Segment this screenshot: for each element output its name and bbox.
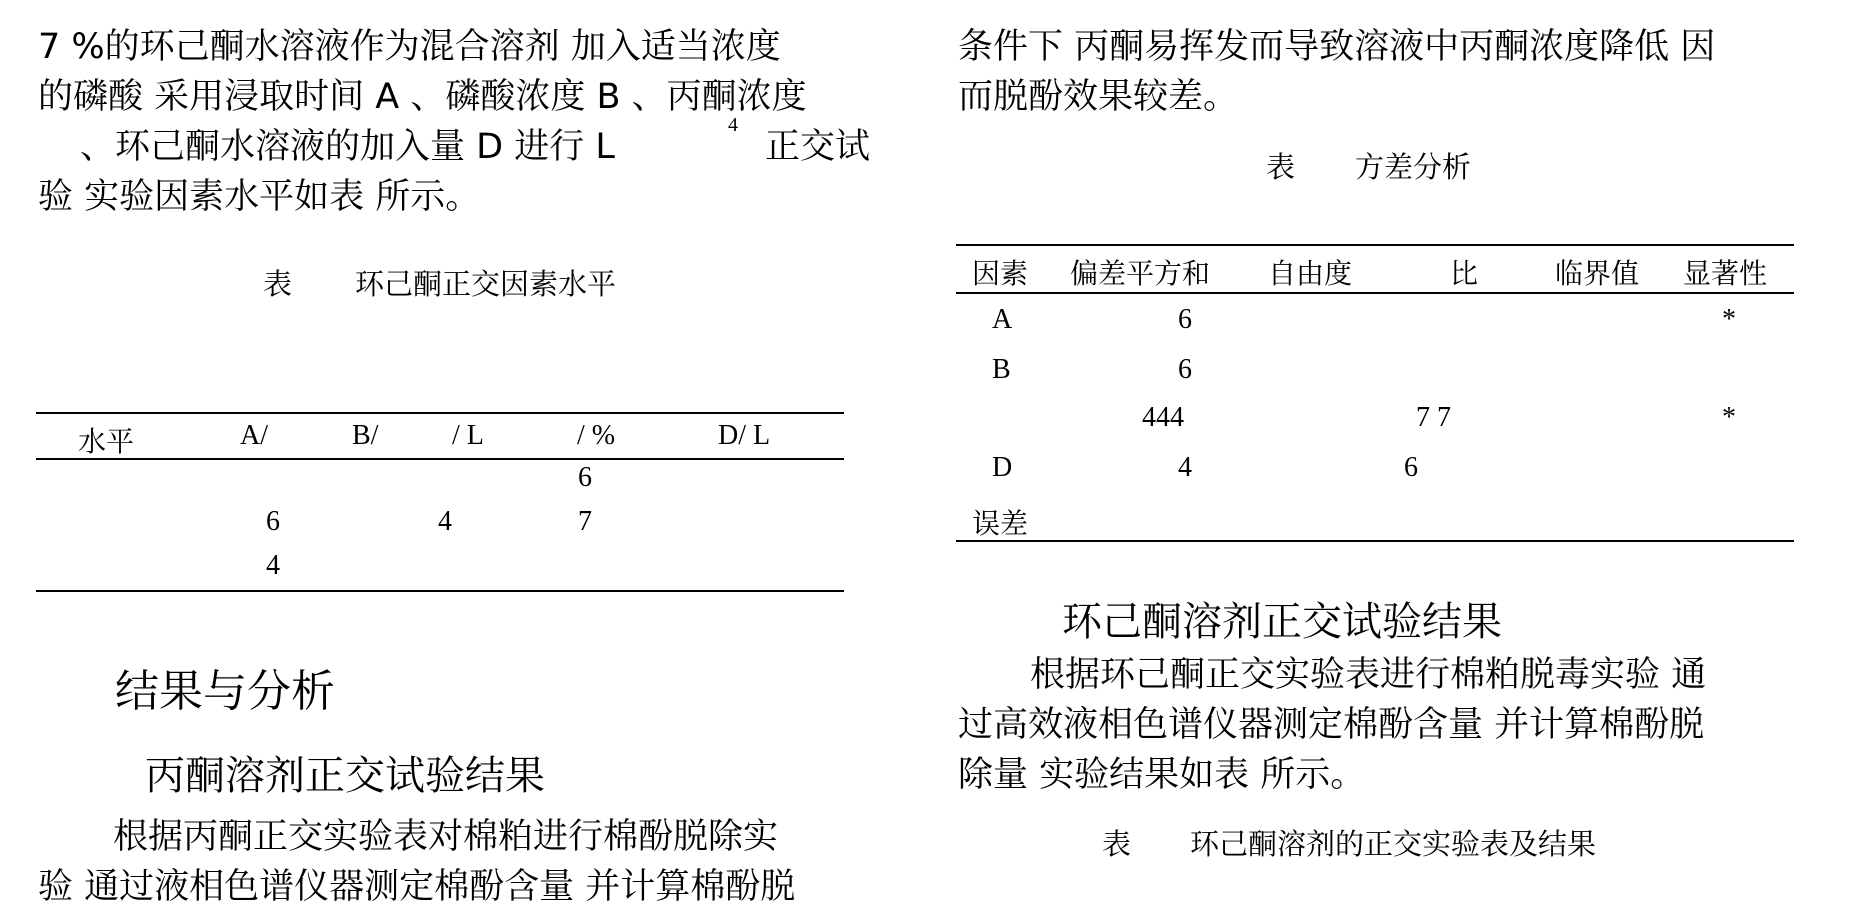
table1-header-0: 水平	[78, 425, 135, 458]
table2-bottom-rule	[956, 540, 1794, 542]
table1-cell: 4	[438, 506, 452, 537]
left-para1-line1: 7 %的环己酮水溶液作为混合溶剂 加入适当浓度	[38, 27, 781, 67]
subsection-title-cyclohexanone: 环己酮溶剂正交试验结果	[1062, 599, 1502, 645]
section-title: 结果与分析	[115, 666, 335, 717]
table2-cell-ss: 444	[1142, 402, 1184, 433]
right-para1-line1: 条件下 丙酮易挥发而导致溶液中丙酮浓度降低 因	[958, 27, 1716, 67]
table2-caption-title: 方差分析	[1355, 150, 1472, 184]
table2-cell-ratio: 7 7	[1416, 402, 1451, 433]
table2-header-significance: 显著性	[1683, 257, 1768, 290]
table1-header-1: A/	[240, 420, 268, 451]
table2-top-rule	[956, 244, 1794, 246]
table1-top-rule	[36, 412, 844, 414]
table1-header-2: B/	[352, 420, 379, 451]
left-para2-line1: 根据丙酮正交实验表对棉粕进行棉酚脱除实	[113, 817, 779, 857]
right-para2-line2: 过高效液相色谱仪器测定棉酚含量 并计算棉酚脱	[958, 705, 1705, 745]
table2-cell-ss: 6	[1178, 304, 1192, 335]
table2-cell-significance: *	[1722, 304, 1736, 335]
right-para1-line2: 而脱酚效果较差。	[958, 77, 1239, 117]
table2-cell-factor: 误差	[972, 507, 1029, 540]
table2-cell-ss: 4	[1178, 452, 1192, 483]
table2-header-df: 自由度	[1268, 257, 1353, 290]
table2-cell-factor: A	[992, 304, 1013, 335]
table2-header-ratio: 比	[1450, 257, 1479, 290]
table1-bottom-rule	[36, 590, 844, 592]
left-para1-line4: 验 实验因素水平如表 所示。	[38, 177, 481, 217]
table2-cell-ratio: 6	[1404, 452, 1418, 483]
left-para1-line2: 的磷酸 采用浸取时间 A 、磷酸浓度 B 、丙酮浓度	[38, 77, 807, 117]
table1-cell: 4	[266, 550, 280, 581]
table1-caption-title: 环己酮正交因素水平	[355, 267, 617, 301]
table3-caption-label: 表	[1102, 827, 1132, 861]
table3-caption-title: 环己酮溶剂的正交实验表及结果	[1190, 827, 1597, 861]
right-para2-line1: 根据环己酮正交实验表进行棉粕脱毒实验 通	[1030, 655, 1707, 695]
l4-superscript: 4	[728, 114, 738, 136]
left-para2-line2: 验 通过液相色谱仪器测定棉酚含量 并计算棉酚脱	[38, 867, 796, 907]
left-para1-line3: 、环己酮水溶液的加入量 D 进行 L	[80, 127, 615, 167]
table1-cell: 6	[266, 506, 280, 537]
table1-cell: 7	[578, 506, 592, 537]
right-para2-line3: 除量 实验结果如表 所示。	[958, 755, 1366, 795]
table2-header-factor: 因素	[972, 257, 1029, 290]
table2-header-rule	[956, 292, 1794, 294]
table1-header-5: D/ L	[718, 420, 771, 451]
left-para1-line3-end: 正交试	[765, 127, 871, 167]
table2-cell-factor: B	[992, 354, 1011, 385]
table1-header-3: / L	[452, 420, 484, 451]
table2-cell-factor: D	[992, 452, 1013, 483]
table2-caption-label: 表	[1266, 150, 1296, 184]
table2-header-critical: 临界值	[1555, 257, 1640, 290]
table1-caption-label: 表	[263, 267, 293, 301]
table1-header-rule	[36, 458, 844, 460]
table1-header-4: / %	[577, 420, 616, 451]
subsection-title-acetone: 丙酮溶剂正交试验结果	[145, 753, 545, 799]
table2-cell-significance: *	[1722, 402, 1736, 433]
table2-cell-ss: 6	[1178, 354, 1192, 385]
table1-cell: 6	[578, 462, 592, 493]
table2-header-sum-squares: 偏差平方和	[1070, 257, 1211, 290]
